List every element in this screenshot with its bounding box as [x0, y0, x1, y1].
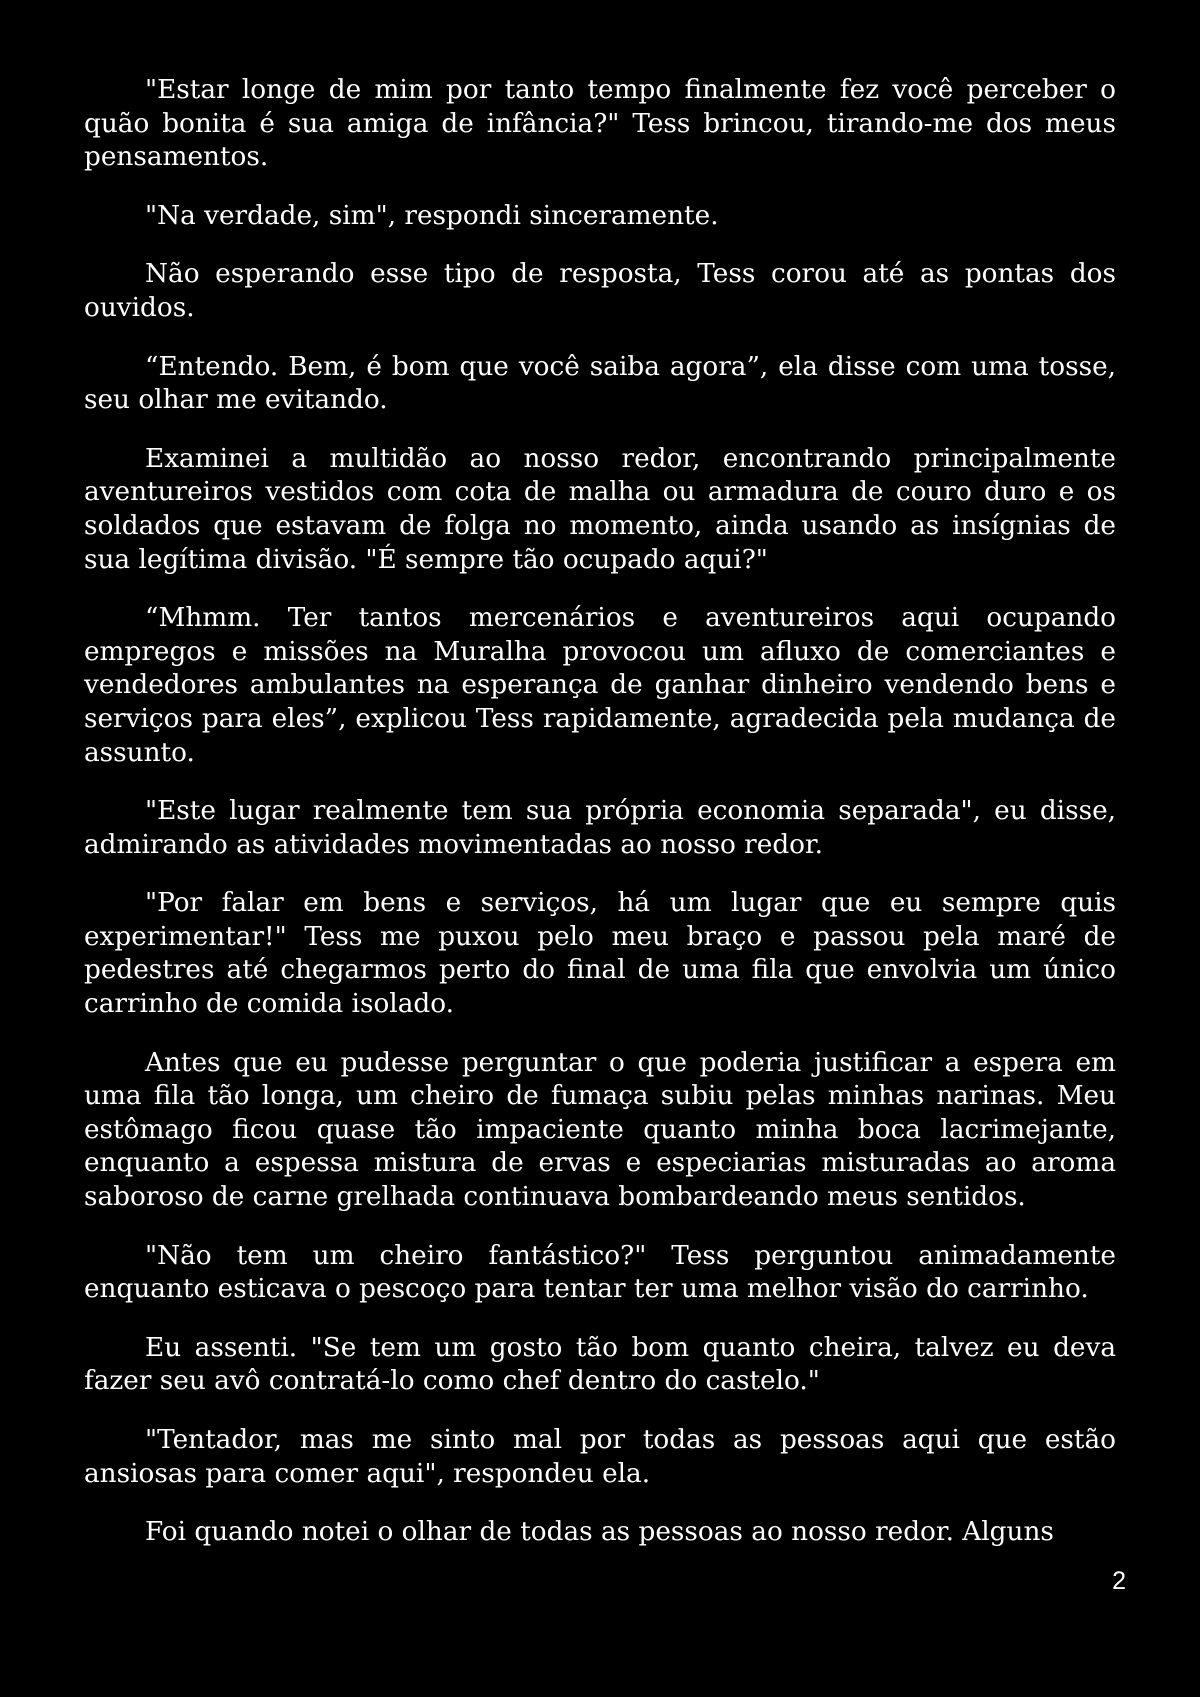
paragraph-3: Não esperando esse tipo de resposta, Tess corou até as pontas dos ouvidos.	[84, 259, 1116, 323]
paragraph-5: Examinei a multidão ao nosso redor, encontrando principalmente aventureiros vestidos com cota de malha ou armadura de couro duro e os soldados que estavam de folga no momento, ainda usando as insígnias de sua legítima divisão. "É sempre tão ocupado aqui?"	[84, 443, 1116, 575]
paragraph-8: "Por falar em bens e serviços, há um lugar que eu sempre quis experimentar!" Tess me puxou pelo meu braço e passou pela maré de pedestres até chegarmos perto do final de uma fila que envolvia um único carrinho de comida isolado.	[84, 888, 1116, 1020]
paragraph-1: "Estar longe de mim por tanto tempo finalmente fez você perceber o quão bonita é sua amiga de infância?" Tess brincou, tirando-me dos meus pensamentos.	[84, 75, 1116, 173]
paragraph-11: Eu assenti. "Se tem um gosto tão bom quanto cheira, talvez eu deva fazer seu avô contratá-lo como chef dentro do castelo."	[84, 1332, 1116, 1397]
paragraph-13: Foi quando notei o olhar de todas as pessoas ao nosso redor. Alguns	[145, 1517, 1054, 1548]
page-number: 2	[1112, 1567, 1126, 1595]
page-body	[84, 74, 1116, 1575]
paragraph-2: "Na verdade, sim", respondi sinceramente.	[145, 200, 719, 231]
paragraph-7: "Este lugar realmente tem sua própria economia separada", eu disse, admirando as atividades movimentadas ao nosso redor.	[84, 796, 1116, 860]
paragraph-4: “Entendo. Bem, é bom que você saiba agora”, ela disse com uma tosse, seu olhar me evitando.	[84, 351, 1116, 416]
paragraph-6: “Mhmm. Ter tantos mercenários e aventureiros aqui ocupando empregos e missões na Muralha provocou um afluxo de comerciantes e vendedores ambulantes na esperança de ganhar dinheiro vendendo bens e serviços para eles”, explicou Tess rapidamente, agradecida pela mudança de assunto.	[84, 603, 1116, 768]
paragraph-12: "Tentador, mas me sinto mal por todas as pessoas aqui que estão ansiosas para comer aqui", respondeu ela.	[84, 1425, 1116, 1489]
paragraph-9: Antes que eu pudesse perguntar o que poderia justificar a espera em uma fila tão longa, um cheiro de fumaça subiu pelas minhas narinas. Meu estômago ficou quase tão impaciente quanto minha boca lacrimejante, enquanto a espessa mistura de ervas e especiarias misturadas ao aroma saboroso de carne grelhada continuava bombardeando meus sentidos.	[84, 1047, 1116, 1213]
paragraph-10: "Não tem um cheiro fantástico?" Tess perguntou animadamente enquanto esticava o pescoço para tentar ter uma melhor visão do carrinho.	[84, 1240, 1116, 1305]
